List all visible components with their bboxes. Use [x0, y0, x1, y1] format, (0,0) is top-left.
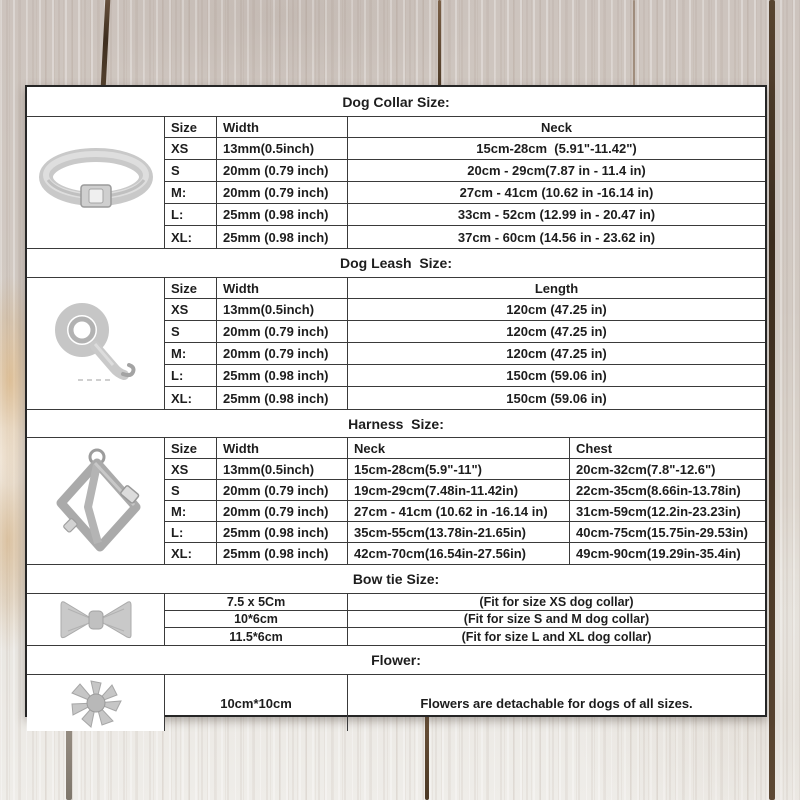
chest-header-cell: Chest	[576, 440, 613, 456]
chest-cell: 20cm-32cm(7.8"-12.6")	[576, 461, 716, 477]
length-cell: 150cm (59.06 in)	[506, 390, 607, 406]
size-cell: L:	[165, 365, 217, 386]
width-cell: 13mm(0.5inch)	[217, 138, 348, 159]
length-header-cell: Length	[534, 280, 579, 296]
width-header-cell: Width	[217, 278, 348, 298]
neck-cell: 33cm - 52cm (12.99 in - 20.47 in)	[457, 207, 656, 222]
collar-rows	[165, 117, 765, 248]
bow-tie-icon	[58, 597, 134, 643]
table-row	[165, 138, 765, 160]
neck-cell: 20cm - 29cm(7.87 in - 11.4 in)	[467, 163, 646, 178]
table-row	[165, 611, 765, 628]
wood-plank-gap	[438, 0, 441, 88]
table-row	[165, 480, 765, 501]
flower-icon	[67, 675, 125, 731]
leash-rows	[165, 278, 765, 409]
width-cell: 25mm (0.98 inch)	[217, 204, 348, 225]
harness-section-title: Harness Size:	[27, 410, 765, 438]
width-header-cell: Width	[217, 117, 348, 137]
chest-cell: 40cm-75cm(15.75in-29.53in)	[576, 524, 748, 540]
collar-product-image	[27, 117, 165, 248]
dog-leash-icon	[48, 300, 144, 388]
collar-section-title: Dog Collar Size:	[27, 87, 765, 117]
flower-rows	[165, 675, 765, 731]
bowtie-size-cell: 7.5 x 5Cm	[165, 594, 348, 610]
dog-harness-icon	[46, 443, 146, 559]
size-cell: XL:	[165, 387, 217, 409]
width-cell: 20mm (0.79 inch)	[217, 160, 348, 181]
neck-cell: 15cm-28cm (5.91"-11.42")	[476, 141, 637, 156]
width-cell: 20mm (0.79 inch)	[217, 480, 348, 500]
length-cell: 120cm (47.25 in)	[506, 324, 607, 339]
size-cell: M:	[165, 501, 217, 521]
table-row	[165, 594, 765, 611]
size-cell: XL:	[165, 543, 217, 564]
bowtie-section-title: Bow tie Size:	[27, 565, 765, 594]
width-cell: 20mm (0.79 inch)	[217, 501, 348, 521]
size-header-cell: Size	[165, 278, 217, 298]
table-row	[165, 343, 765, 365]
neck-header-cell: Neck	[348, 438, 570, 458]
wood-plank-gap	[101, 0, 111, 91]
size-chart-panel	[25, 85, 767, 717]
table-row	[165, 321, 765, 343]
width-cell: 20mm (0.79 inch)	[217, 343, 348, 364]
size-cell: S	[165, 480, 217, 500]
leash-section-title: Dog Leash Size:	[27, 249, 765, 278]
width-cell: 25mm (0.98 inch)	[217, 543, 348, 564]
neck-cell: 19cm-29cm(7.48in-11.42in)	[348, 480, 570, 500]
width-cell: 25mm (0.98 inch)	[217, 522, 348, 542]
table-row	[165, 365, 765, 387]
width-cell: 13mm(0.5inch)	[217, 299, 348, 320]
size-cell: M:	[165, 182, 217, 203]
size-cell: XS	[165, 459, 217, 479]
width-header-cell: Width	[217, 438, 348, 458]
size-cell: S	[165, 160, 217, 181]
table-row	[165, 299, 765, 321]
chest-cell: 31cm-59cm(12.2in-23.23in)	[576, 503, 741, 519]
size-cell: XS	[165, 138, 217, 159]
neck-cell: 27cm - 41cm (10.62 in -16.14 in)	[348, 501, 570, 521]
harness-table	[27, 438, 765, 565]
flower-section-title: Flower:	[27, 646, 765, 675]
table-row	[165, 628, 765, 645]
leash-header-row	[165, 278, 765, 299]
table-row	[165, 387, 765, 409]
width-cell: 20mm (0.79 inch)	[217, 321, 348, 342]
neck-cell: 15cm-28cm(5.9"-11")	[348, 459, 570, 479]
neck-cell: 27cm - 41cm (10.62 in -16.14 in)	[459, 185, 654, 200]
width-cell: 25mm (0.98 inch)	[217, 387, 348, 409]
bowtie-fit-cell: (Fit for size L and XL dog collar)	[461, 629, 652, 644]
length-cell: 150cm (59.06 in)	[506, 368, 607, 383]
flower-size-cell: 10cm*10cm	[165, 675, 348, 731]
neck-cell: 37cm - 60cm (14.56 in - 23.62 in)	[457, 229, 656, 245]
wood-plank-gap	[769, 0, 775, 800]
chest-cell: 22cm-35cm(8.66in-13.78in)	[576, 482, 741, 498]
harness-product-image	[27, 438, 165, 564]
bowtie-table	[27, 594, 765, 646]
table-row	[165, 204, 765, 226]
table-row	[165, 522, 765, 543]
length-cell: 120cm (47.25 in)	[506, 302, 607, 317]
neck-header-cell: Neck	[540, 119, 573, 135]
table-row	[165, 501, 765, 522]
dog-collar-icon	[37, 144, 155, 222]
bowtie-product-image	[27, 594, 165, 645]
table-row	[165, 459, 765, 480]
size-header-cell: Size	[165, 117, 217, 137]
bowtie-fit-cell: (Fit for size XS dog collar)	[479, 595, 634, 609]
chest-cell: 49cm-90cm(19.29in-35.4in)	[576, 546, 741, 561]
flower-note-cell: Flowers are detachable for dogs of all sizes.	[420, 695, 693, 711]
bowtie-size-cell: 10*6cm	[165, 611, 348, 627]
harness-header-row	[165, 438, 765, 459]
leash-product-image	[27, 278, 165, 409]
bowtie-fit-cell: (Fit for size S and M dog collar)	[463, 612, 650, 626]
neck-cell: 35cm-55cm(13.78in-21.65in)	[348, 522, 570, 542]
size-cell: L:	[165, 522, 217, 542]
wood-plank-gap	[633, 0, 635, 86]
width-cell: 25mm (0.98 inch)	[217, 365, 348, 386]
collar-header-row	[165, 117, 765, 138]
size-cell: M:	[165, 343, 217, 364]
width-cell: 20mm (0.79 inch)	[217, 182, 348, 203]
neck-cell: 42cm-70cm(16.54in-27.56in)	[348, 543, 570, 564]
size-cell: L:	[165, 204, 217, 225]
table-row	[165, 182, 765, 204]
width-cell: 25mm (0.98 inch)	[217, 226, 348, 248]
flower-product-image	[27, 675, 165, 731]
width-cell: 13mm(0.5inch)	[217, 459, 348, 479]
size-header-cell: Size	[165, 438, 217, 458]
table-row	[165, 226, 765, 248]
bowtie-rows	[165, 594, 765, 645]
bowtie-size-cell: 11.5*6cm	[165, 628, 348, 645]
table-row	[165, 675, 765, 731]
table-row	[165, 543, 765, 564]
length-cell: 120cm (47.25 in)	[506, 346, 607, 361]
collar-table	[27, 117, 765, 249]
size-cell: XL:	[165, 226, 217, 248]
table-row	[165, 160, 765, 182]
size-cell: S	[165, 321, 217, 342]
flower-table	[27, 675, 765, 731]
harness-rows	[165, 438, 765, 564]
leash-table	[27, 278, 765, 410]
size-cell: XS	[165, 299, 217, 320]
